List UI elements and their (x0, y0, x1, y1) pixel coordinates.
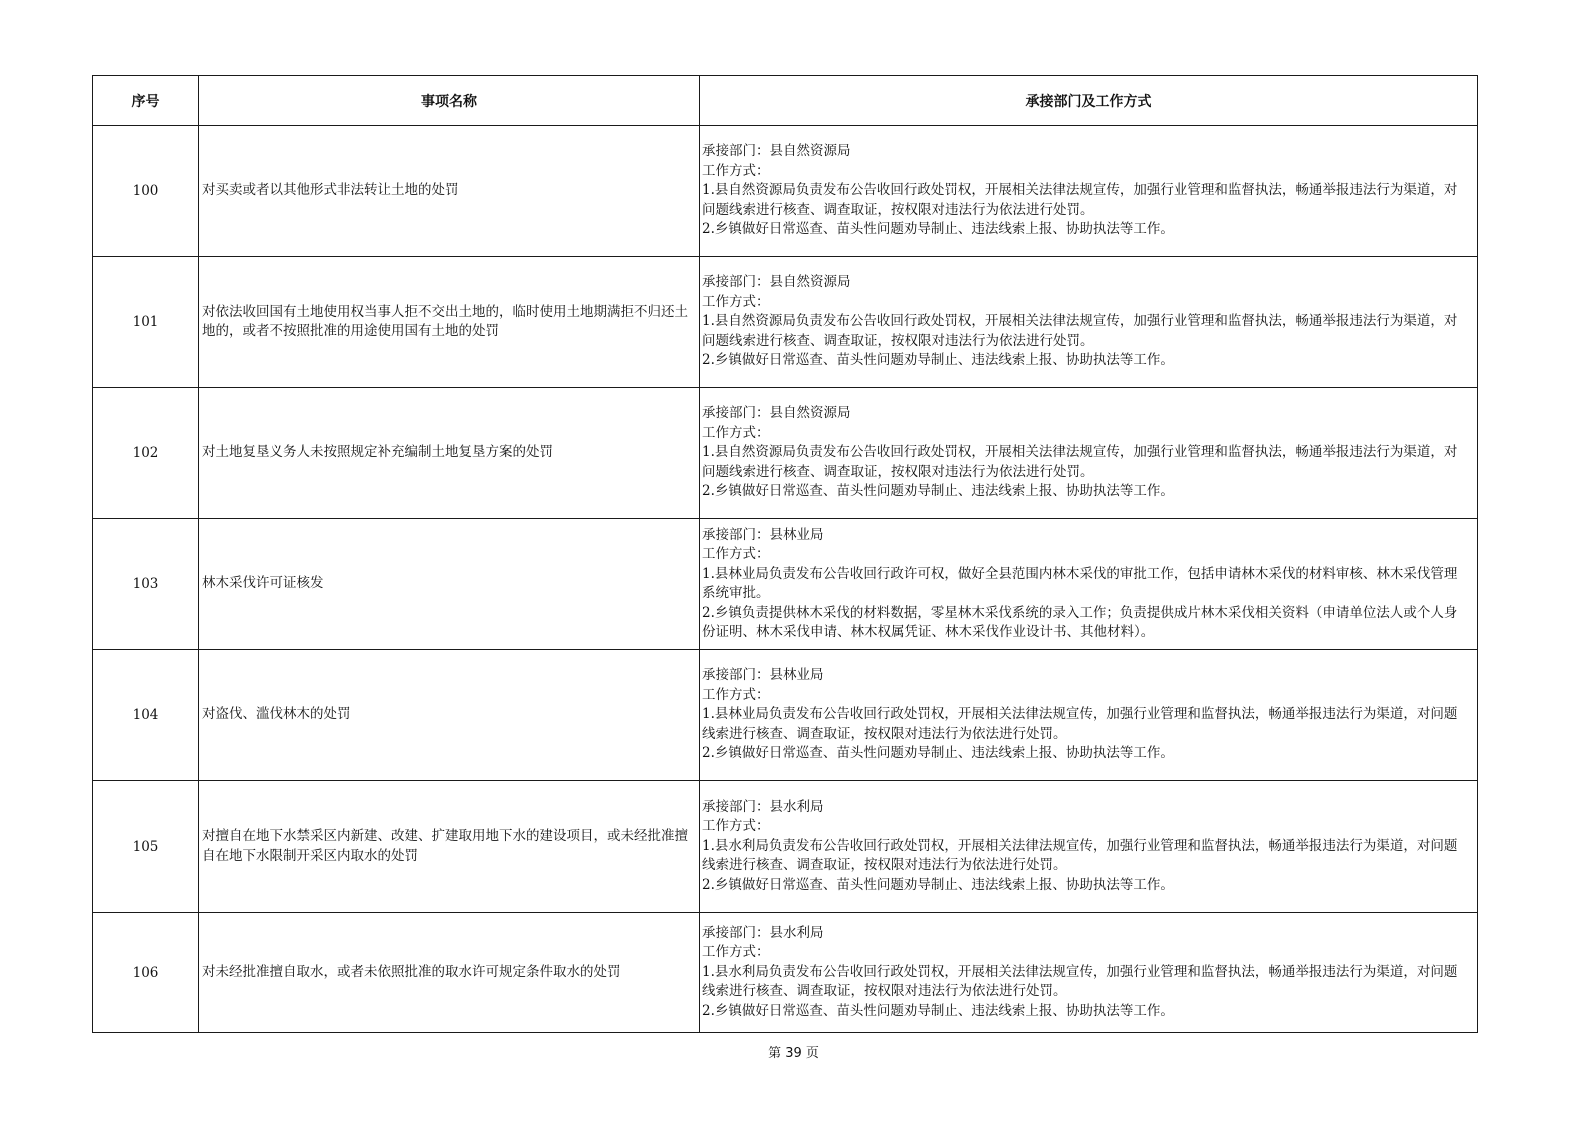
method-line: 承接部门：县林业局 (702, 667, 824, 684)
matters-table (92, 75, 1478, 1033)
page-number: 第 39 页 (768, 1046, 819, 1061)
row-matter-name: 对土地复垦义务人未按照规定补充编制土地复垦方案的处罚 (199, 388, 700, 519)
method-line: 承接部门：县林业局 (702, 526, 824, 543)
header-row (93, 76, 1478, 126)
method-line: 2.乡镇做好日常巡查、苗头性问题劝导制止、违法线索上报、协助执法等工作。 (702, 1002, 1174, 1019)
method-line: 承接部门：县自然资源局 (702, 143, 851, 160)
table-row (93, 257, 1478, 388)
row-matter-name: 对买卖或者以其他形式非法转让土地的处罚 (199, 126, 700, 257)
method-line: 工作方式： (702, 686, 770, 703)
table-row (93, 913, 1478, 1033)
header-seq: 序号 (93, 76, 199, 126)
table-body (93, 126, 1478, 1033)
method-line: 1.县自然资源局负责发布公告收回行政处罚权，开展相关法律法规宣传，加强行业管理和监督执法，畅通举报违法行为渠道，对问题线索进行核查、调查取证，按权限对违法行为依法进行处罚。 (702, 313, 1458, 349)
method-line: 2.乡镇做好日常巡查、苗头性问题劝导制止、违法线索上报、协助执法等工作。 (702, 876, 1174, 893)
table-row (93, 519, 1478, 650)
method-line: 工作方式： (702, 818, 770, 835)
method-line: 工作方式： (702, 162, 770, 179)
row-seq: 100 (93, 126, 199, 257)
row-matter-name: 对依法收回国有土地使用权当事人拒不交出土地的，临时使用土地期满拒不归还土地的，或者不按照批准的用途使用国有土地的处罚 (199, 257, 700, 388)
method-line: 2.乡镇做好日常巡查、苗头性问题劝导制止、违法线索上报、协助执法等工作。 (702, 352, 1174, 369)
row-seq: 105 (93, 781, 199, 913)
row-dept-method (700, 257, 1478, 388)
method-line: 工作方式： (702, 546, 770, 562)
method-line: 1.县水利局负责发布公告收回行政处罚权，开展相关法律法规宣传，加强行业管理和监督执法，畅通举报违法行为渠道，对问题线索进行核查、调查取证，按权限对违法行为依法进行处罚。 (702, 963, 1458, 1000)
method-line: 承接部门：县自然资源局 (702, 274, 851, 291)
header-dept-method: 承接部门及工作方式 (700, 76, 1478, 126)
row-dept-method (700, 913, 1478, 1033)
method-line: 1.县林业局负责发布公告收回行政处罚权，开展相关法律法规宣传，加强行业管理和监督执法，畅通举报违法行为渠道，对问题线索进行核查、调查取证，按权限对违法行为依法进行处罚。 (702, 706, 1458, 742)
row-seq: 102 (93, 388, 199, 519)
header-name: 事项名称 (199, 76, 700, 126)
method-line: 承接部门：县自然资源局 (702, 405, 851, 422)
method-line: 工作方式： (702, 944, 770, 961)
row-seq: 103 (93, 519, 199, 650)
table-row (93, 388, 1478, 519)
row-seq: 101 (93, 257, 199, 388)
row-matter-name: 对盗伐、滥伐林木的处罚 (199, 650, 700, 781)
row-dept-method (700, 126, 1478, 257)
row-dept-method (700, 519, 1478, 650)
table-row (93, 781, 1478, 913)
row-dept-method (700, 781, 1478, 913)
method-line: 1.县自然资源局负责发布公告收回行政处罚权，开展相关法律法规宣传，加强行业管理和监督执法，畅通举报违法行为渠道，对问题线索进行核查、调查取证，按权限对违法行为依法进行处罚。 (702, 182, 1458, 218)
method-line: 工作方式： (702, 293, 770, 310)
method-line: 承接部门：县水利局 (702, 798, 824, 815)
row-seq: 104 (93, 650, 199, 781)
method-line: 2.乡镇做好日常巡查、苗头性问题劝导制止、违法线索上报、协助执法等工作。 (702, 483, 1174, 500)
row-matter-name: 对未经批准擅自取水，或者未依照批准的取水许可规定条件取水的处罚 (199, 913, 700, 1033)
row-seq: 106 (93, 913, 199, 1033)
method-line: 1.县自然资源局负责发布公告收回行政处罚权，开展相关法律法规宣传，加强行业管理和监督执法，畅通举报违法行为渠道，对问题线索进行核查、调查取证，按权限对违法行为依法进行处罚。 (702, 444, 1458, 480)
method-line: 2.乡镇做好日常巡查、苗头性问题劝导制止、违法线索上报、协助执法等工作。 (702, 221, 1174, 238)
row-matter-name: 林木采伐许可证核发 (199, 519, 700, 650)
row-dept-method (700, 650, 1478, 781)
method-line: 2.乡镇负责提供林木采伐的材料数据，零星林木采伐系统的录入工作；负责提供成片林木采伐相关资料（申请单位法人或个人身份证明、林木采伐申请、林木权属凭证、林木采伐作业设计书、其他材料）。 (702, 604, 1458, 640)
method-line: 1.县林业局负责发布公告收回行政许可权，做好全县范围内林木采伐的审批工作，包括申请林木采伐的材料审核、林木采伐管理系统审批。 (702, 565, 1458, 601)
table-row (93, 126, 1478, 257)
method-line: 工作方式： (702, 424, 770, 441)
row-dept-method (700, 388, 1478, 519)
table-row (93, 650, 1478, 781)
row-matter-name: 对擅自在地下水禁采区内新建、改建、扩建取用地下水的建设项目，或未经批准擅自在地下水限制开采区内取水的处罚 (199, 781, 700, 913)
method-line: 2.乡镇做好日常巡查、苗头性问题劝导制止、违法线索上报、协助执法等工作。 (702, 745, 1174, 762)
method-line: 承接部门：县水利局 (702, 924, 824, 941)
method-line: 1.县水利局负责发布公告收回行政处罚权，开展相关法律法规宣传，加强行业管理和监督执法，畅通举报违法行为渠道，对问题线索进行核查、调查取证，按权限对违法行为依法进行处罚。 (702, 837, 1458, 874)
